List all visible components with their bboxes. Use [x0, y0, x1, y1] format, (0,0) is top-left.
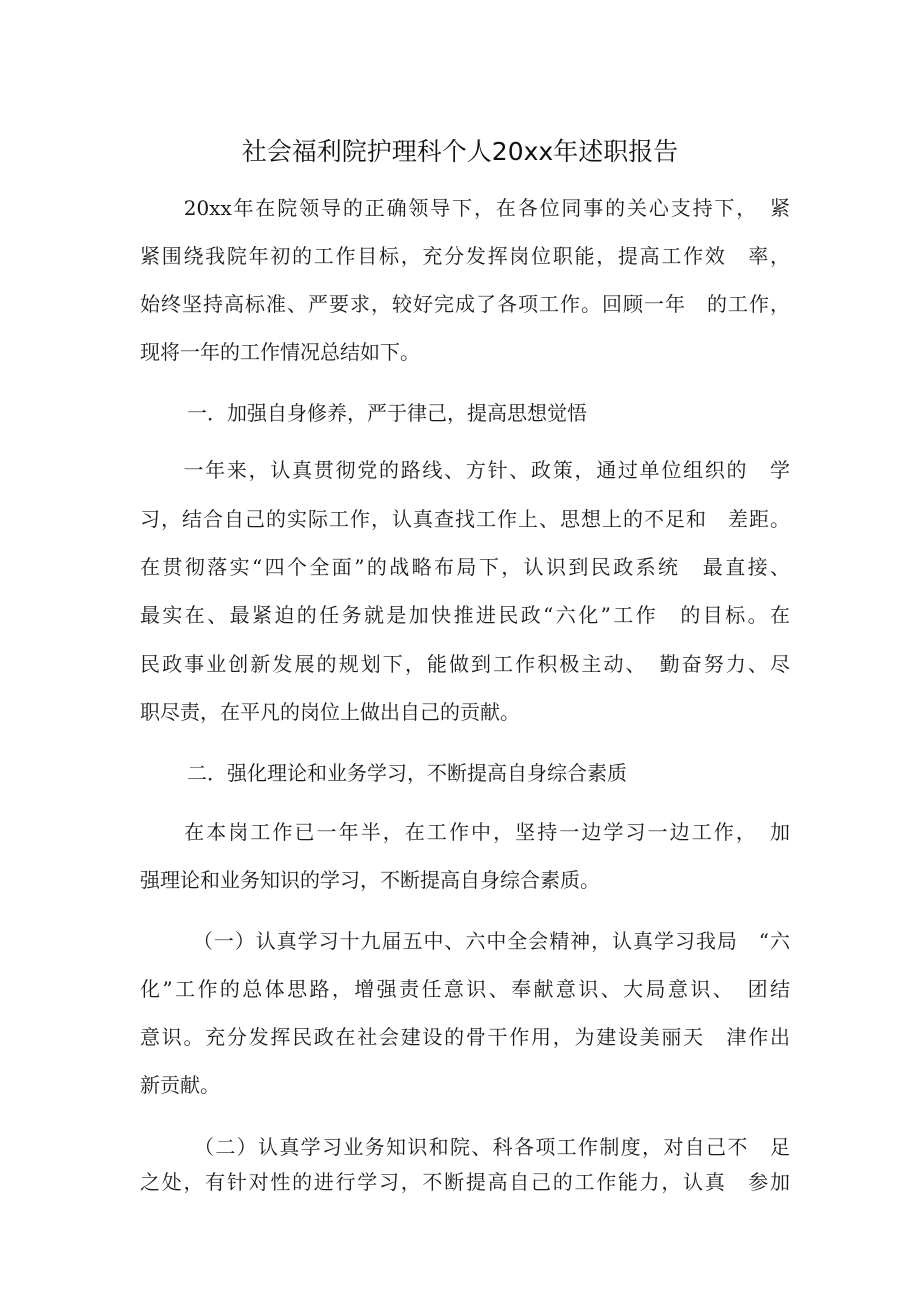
text-line: 新贡献。	[140, 1073, 220, 1097]
text-line: 化”工作的总体思路，增强责任意识、奉献意识、大局意识、 团结	[140, 977, 790, 1001]
text-line: 意识。充分发挥民政在社会建设的骨干作用，为建设美丽天 津作出	[140, 1025, 790, 1049]
text-line: 在贯彻落实“四个全面”的战略布局下，认识到民政系统 最直接、	[140, 555, 790, 579]
text-line: 在本岗工作已一年半，在工作中，坚持一边学习一边工作， 加	[140, 820, 790, 844]
document-title: 社会福利院护理科个人20xx年述职报告	[241, 137, 679, 166]
text-line: 民政事业创新发展的规划下，能做到工作积极主动、 勤奋努力、尽	[140, 652, 790, 676]
text-line: 最实在、最紧迫的任务就是加快推进民政“六化”工作 的目标。在	[140, 603, 790, 627]
text-line: 始终坚持高标准、严要求，较好完成了各项工作。回顾一年 的工作，	[140, 292, 790, 316]
text-line: 职尽责，在平凡的岗位上做出自己的贡献。	[140, 700, 520, 724]
text-line: 一年来，认真贯彻党的路线、方针、政策，通过单位组织的 学	[140, 458, 790, 482]
text-line: 20xx年在院领导的正确领导下，在各位同事的关心支持下， 紧	[140, 196, 790, 220]
text-line: （一）认真学习十九届五中、六中全会精神，认真学习我局 “六	[140, 929, 790, 953]
section-heading-2: 二．强化理论和业务学习，不断提高自身综合素质	[187, 761, 627, 785]
text-line: 现将一年的工作情况总结如下。	[140, 340, 420, 364]
section-heading-1: 一．加强自身修养，严于律己，提高思想觉悟	[187, 401, 587, 425]
text-line: 强理论和业务知识的学习，不断提高自身综合素质。	[140, 868, 600, 892]
text-line: 之处，有针对性的进行学习，不断提高自己的工作能力，认真 参加	[140, 1170, 790, 1194]
text-line: 习，结合自己的实际工作，认真查找工作上、思想上的不足和 差距。	[140, 507, 790, 531]
text-line: 紧围绕我院年初的工作目标，充分发挥岗位职能，提高工作效 率，	[140, 244, 790, 268]
text-line: （二）认真学习业务知识和院、科各项工作制度，对自己不 足	[140, 1135, 790, 1159]
